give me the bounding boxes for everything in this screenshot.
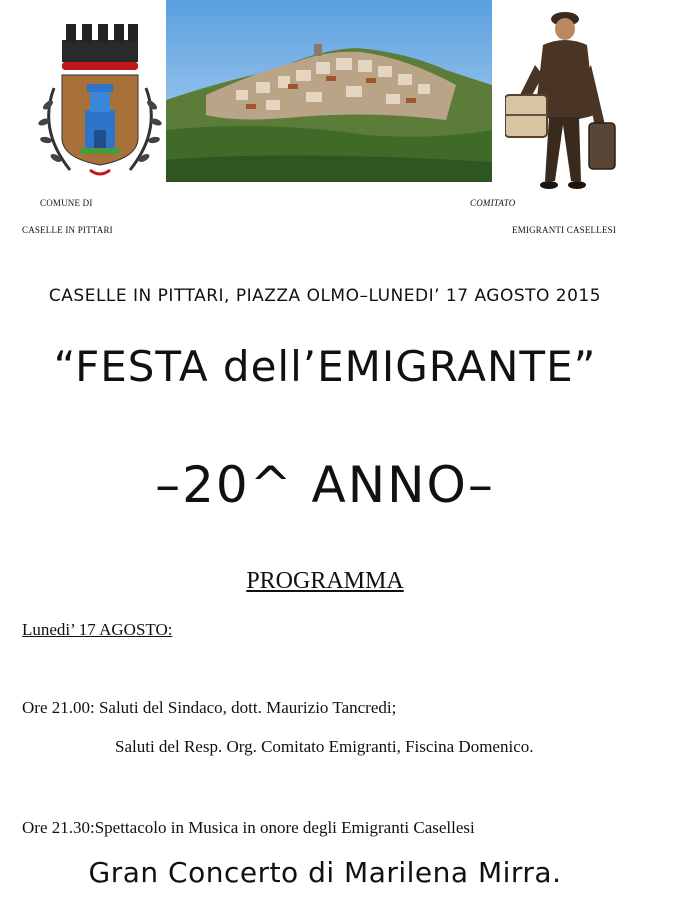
event-title: “FESTA dell’EMIGRANTE”	[53, 342, 597, 391]
program-day: Lunedi’ 17 AGOSTO:	[22, 620, 173, 639]
event-edition: –20^ ANNO–	[155, 456, 495, 514]
event-location-date: CASELLE IN PITTARI, PIAZZA OLMO–LUNEDI’ 17 AGOSTO 2015	[48, 286, 602, 306]
program-concert: Gran Concerto di Marilena Mirra.	[88, 856, 562, 889]
town-photo	[166, 0, 492, 182]
coat-of-arms-icon	[30, 20, 170, 185]
comune-label: COMUNE DI	[40, 198, 93, 208]
program-heading: PROGRAMMA	[246, 568, 404, 594]
program-line-show: Ore 21.30:Spettacolo in Musica in onore degli Emigranti Casellesi	[22, 818, 475, 837]
program-line-greetings-mayor: Ore 21.00: Saluti del Sindaco, dott. Maurizio Tancredi;	[22, 698, 397, 717]
comune-name: CASELLE IN PITTARI	[22, 225, 113, 235]
emigrant-figure-icon	[505, 5, 620, 195]
comitato-name: EMIGRANTI CASELLESI	[512, 225, 617, 235]
comitato-label: COMITATO	[470, 198, 516, 208]
program-line-greetings-committee: Saluti del Resp. Org. Comitato Emigranti, Fiscina Domenico.	[115, 737, 534, 756]
